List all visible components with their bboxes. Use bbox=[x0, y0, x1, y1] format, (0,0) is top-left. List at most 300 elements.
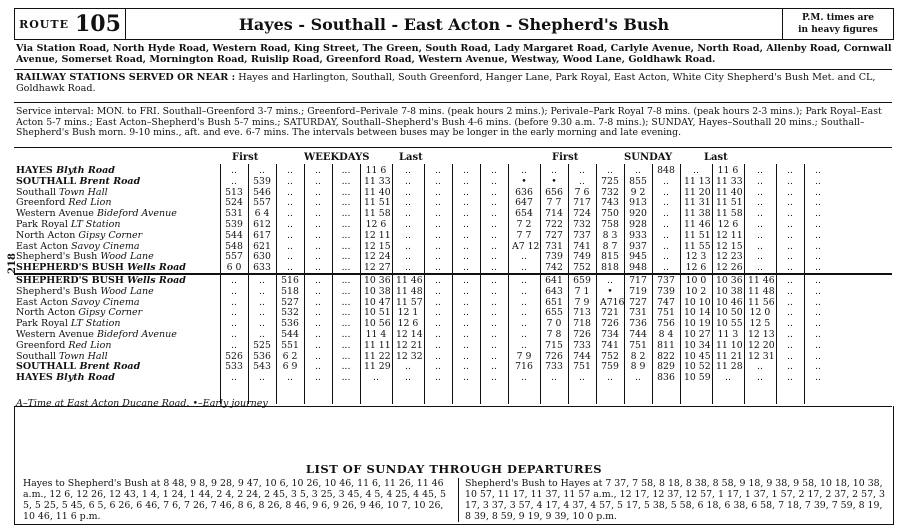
time-cell: .. bbox=[635, 165, 641, 176]
time-cell: .. bbox=[435, 208, 441, 220]
time-cell: 11 22 bbox=[364, 350, 391, 362]
time-cell: .. bbox=[757, 175, 763, 187]
time-cell: .. bbox=[787, 208, 793, 220]
time-cell: 12 3 bbox=[685, 251, 707, 263]
stop-place: Southall bbox=[16, 186, 60, 198]
time-cell: .. bbox=[815, 175, 821, 187]
time-cell: .. bbox=[405, 229, 411, 241]
time-cell: 11 46 bbox=[684, 219, 711, 230]
time-cell: .. bbox=[287, 219, 293, 230]
time-cell: 12 1 bbox=[397, 307, 419, 319]
page-side-number: 218 bbox=[6, 253, 18, 274]
time-cell: .. bbox=[463, 251, 469, 263]
column-rule bbox=[248, 164, 249, 404]
time-cell: 736 bbox=[629, 318, 647, 330]
time-cell: .. bbox=[463, 208, 469, 220]
time-cell: .. bbox=[463, 262, 469, 274]
time-cell: .. bbox=[787, 175, 793, 187]
column-rule bbox=[452, 164, 453, 404]
time-cell: ... bbox=[341, 186, 351, 198]
column-rule bbox=[540, 164, 541, 404]
time-cell: .. bbox=[463, 339, 469, 351]
time-cell: 7 0 bbox=[546, 318, 562, 330]
time-cell: .. bbox=[287, 262, 293, 274]
time-cell: .. bbox=[405, 372, 411, 384]
time-cell: 654 bbox=[515, 208, 533, 220]
stop-street: Gipsy Corner bbox=[78, 307, 143, 319]
time-cell: 752 bbox=[601, 350, 619, 362]
time-cell: .. bbox=[405, 197, 411, 209]
column-rule bbox=[624, 164, 625, 404]
time-cell: .. bbox=[757, 229, 763, 241]
time-cell: 727 bbox=[629, 296, 647, 308]
time-cell: .. bbox=[315, 285, 321, 297]
time-cell: 732 bbox=[573, 219, 591, 230]
column-rule bbox=[276, 164, 277, 404]
time-cell: 822 bbox=[657, 350, 675, 362]
time-cell: 10 36 bbox=[364, 275, 391, 286]
time-cell: .. bbox=[231, 329, 237, 340]
stop-street: Savoy Cinema bbox=[71, 296, 140, 308]
time-cell: .. bbox=[787, 372, 793, 384]
time-cell: .. bbox=[315, 361, 321, 373]
time-cell: .. bbox=[521, 262, 527, 274]
time-cell: 12 11 bbox=[364, 229, 391, 241]
time-cell: .. bbox=[287, 175, 293, 187]
time-cell: 11 11 bbox=[364, 339, 391, 351]
time-cell: .. bbox=[663, 197, 669, 209]
time-cell: .. bbox=[315, 240, 321, 252]
time-cell: 721 bbox=[601, 307, 619, 319]
column-rule bbox=[712, 164, 713, 404]
time-cell: .. bbox=[491, 296, 497, 308]
time-cell: .. bbox=[521, 251, 527, 263]
time-cell: 526 bbox=[225, 350, 243, 362]
time-cell: 751 bbox=[573, 361, 591, 373]
time-cell: A7 12 bbox=[512, 240, 540, 252]
time-cell: .. bbox=[463, 275, 469, 286]
time-cell: .. bbox=[315, 219, 321, 230]
time-cell: .. bbox=[491, 251, 497, 263]
stop-street: Blyth Road bbox=[56, 372, 115, 384]
time-cell: 647 bbox=[515, 197, 533, 209]
time-cell: .. bbox=[663, 219, 669, 230]
time-cell: .. bbox=[405, 251, 411, 263]
time-cell: 717 bbox=[573, 197, 591, 209]
time-cell: .. bbox=[635, 372, 641, 384]
column-rule bbox=[304, 164, 305, 404]
service-interval: Service interval: MON. to FRI. Southall–Greenford 3-7 mins.; Greenford–Perivale 7-8 mins. (peak hours 2 mins.); Perivale–Park Royal 7-8 mins. (peak hours 2-3 mins.); Park Royal–East Acton 5-7 mins.; East Acton–Shepherd's Bush 5-7 mins.; SATURDAY, Southall–Shepherd's Bush 4-6 mins. (before 9.30 a.m. 7-8 mins.); SUNDAY, Hayes–Southall 20 mins.; Southall–Shepherd's Bush morn. 9-10 mins., aft. and eve. 6-7 mins. The intervals between buses may be longer in the early morning and late evening. bbox=[16, 106, 882, 138]
time-cell: 10 47 bbox=[364, 296, 391, 308]
time-cell: ... bbox=[341, 262, 351, 274]
time-cell: .. bbox=[521, 329, 527, 340]
time-cell: 744 bbox=[573, 350, 591, 362]
time-cell: 10 36 bbox=[716, 275, 743, 286]
time-cell: 11 4 bbox=[365, 329, 387, 340]
stop-place: SHEPHERD'S BUSH bbox=[16, 275, 128, 286]
time-cell: ... bbox=[341, 219, 351, 230]
timetable-page bbox=[6, 8, 894, 524]
time-cell: .. bbox=[405, 361, 411, 373]
time-cell: 752 bbox=[573, 262, 591, 274]
time-cell: 6 2 bbox=[282, 350, 298, 362]
time-cell: 11 28 bbox=[716, 361, 743, 373]
time-cell: .. bbox=[787, 329, 793, 340]
time-cell: .. bbox=[287, 165, 293, 176]
time-cell: .. bbox=[757, 197, 763, 209]
time-cell: .. bbox=[231, 372, 237, 384]
time-cell: 516 bbox=[281, 275, 299, 286]
time-cell: 531 bbox=[225, 208, 243, 220]
time-cell: 920 bbox=[629, 208, 647, 220]
time-cell: 539 bbox=[225, 219, 243, 230]
time-cell: .. bbox=[757, 208, 763, 220]
stop-place: SOUTHALL bbox=[16, 175, 80, 187]
time-cell: .. bbox=[491, 285, 497, 297]
time-cell: 11 51 bbox=[684, 229, 711, 241]
time-cell: 913 bbox=[629, 197, 647, 209]
railway-label: RAILWAY STATIONS SERVED OR NEAR : bbox=[16, 72, 236, 83]
time-cell: ... bbox=[341, 329, 351, 340]
time-cell: 11 51 bbox=[716, 197, 743, 209]
time-cell: 8 7 bbox=[602, 240, 618, 252]
time-cell: 811 bbox=[657, 339, 675, 351]
time-cell: .. bbox=[463, 296, 469, 308]
time-cell: .. bbox=[259, 285, 265, 297]
time-cell: 11 6 bbox=[717, 165, 739, 176]
time-cell: 719 bbox=[629, 285, 647, 297]
time-cell: 643 bbox=[545, 285, 563, 297]
time-cell: .. bbox=[815, 262, 821, 274]
time-cell: 10 38 bbox=[716, 285, 743, 297]
time-cell: 536 bbox=[281, 318, 299, 330]
time-cell: 11 48 bbox=[748, 285, 775, 297]
time-cell: ... bbox=[341, 372, 351, 384]
time-cell: 6 0 bbox=[226, 262, 242, 274]
time-cell: .. bbox=[287, 208, 293, 220]
stop-place: Shepherd's Bush bbox=[16, 285, 101, 297]
time-cell: 12 31 bbox=[748, 350, 775, 362]
time-cell: 7 7 bbox=[546, 197, 562, 209]
sunday-bush-to-hayes: Shepherd's Bush to Hayes at 7 37, 7 58, 8 18, 8 38, 8 58, 9 18, 9 38, 9 58, 10 18, 10 38, 10 57, 11 17, 11 37, 11 57 a.m., 12 17, 12 37, 12 57, 1 17, 1 37, 1 57, 2 17, 2 37, 2 57, 3 17, 3 37, 3 57, 4 17, 4 37, 4 57, 5 17, 5 38, 5 58, 6 18, 6 38, 6 58, 7 18, 7 39, 7 59, 8 19, 8 39, 8 59, 9 19, 9 39, 10 0 p.m. bbox=[465, 478, 885, 522]
time-cell: 741 bbox=[601, 339, 619, 351]
time-cell: • bbox=[607, 285, 613, 297]
stop-street: Savoy Cinema bbox=[71, 240, 140, 252]
time-cell: .. bbox=[287, 229, 293, 241]
time-cell: .. bbox=[491, 372, 497, 384]
time-cell: 732 bbox=[601, 186, 619, 198]
time-cell: ... bbox=[341, 307, 351, 319]
time-cell: .. bbox=[435, 296, 441, 308]
stop-place: East Acton bbox=[16, 296, 72, 308]
time-cell: .. bbox=[757, 186, 763, 198]
time-cell: .. bbox=[787, 186, 793, 198]
time-cell: 12 6 bbox=[685, 262, 707, 274]
time-cell: 12 23 bbox=[716, 251, 743, 263]
time-cell: 651 bbox=[545, 296, 563, 308]
time-cell: 10 50 bbox=[716, 307, 743, 319]
time-cell: .. bbox=[231, 296, 237, 308]
time-cell: .. bbox=[435, 361, 441, 373]
time-cell: 557 bbox=[225, 251, 243, 263]
time-cell: .. bbox=[787, 229, 793, 241]
time-cell: .. bbox=[579, 175, 585, 187]
time-cell: 12 6 bbox=[365, 219, 387, 230]
pm-note bbox=[782, 9, 893, 39]
time-cell: 10 56 bbox=[364, 318, 391, 330]
time-cell: 734 bbox=[601, 329, 619, 340]
time-cell: .. bbox=[757, 240, 763, 252]
column-rule bbox=[220, 164, 221, 404]
stop-street: Wood Lane bbox=[100, 251, 154, 263]
time-cell: .. bbox=[787, 197, 793, 209]
stop-street: Red Lion bbox=[68, 197, 112, 209]
time-cell: .. bbox=[491, 339, 497, 351]
time-cell: 10 10 bbox=[684, 296, 711, 308]
route-word: ROUTE bbox=[19, 17, 69, 31]
time-cell: .. bbox=[787, 275, 793, 286]
time-cell: 11 10 bbox=[716, 339, 743, 351]
time-cell: .. bbox=[435, 262, 441, 274]
column-rule bbox=[652, 164, 653, 404]
time-cell: 733 bbox=[573, 339, 591, 351]
first-weekdays-header: First bbox=[232, 152, 259, 163]
time-cell: .. bbox=[815, 296, 821, 308]
column-rule bbox=[360, 164, 361, 404]
time-cell: .. bbox=[607, 372, 613, 384]
stop-street: Red Lion bbox=[68, 339, 112, 351]
time-cell: 7 7 bbox=[516, 229, 532, 241]
time-cell: 12 24 bbox=[364, 251, 391, 263]
time-cell: .. bbox=[315, 197, 321, 209]
time-cell: 713 bbox=[573, 307, 591, 319]
time-cell: .. bbox=[315, 350, 321, 362]
time-cell: .. bbox=[435, 275, 441, 286]
time-cell: 10 46 bbox=[716, 296, 743, 308]
time-cell: • bbox=[521, 175, 527, 187]
time-cell: ... bbox=[341, 175, 351, 187]
sunday-header: SUNDAY bbox=[624, 152, 673, 163]
time-cell: .. bbox=[663, 251, 669, 263]
time-cell: ... bbox=[341, 361, 351, 373]
time-cell: 12 21 bbox=[396, 339, 423, 351]
time-cell: 525 bbox=[253, 339, 271, 351]
time-cell: .. bbox=[815, 361, 821, 373]
time-cell: .. bbox=[815, 251, 821, 263]
time-cell: .. bbox=[287, 240, 293, 252]
time-cell: 741 bbox=[573, 240, 591, 252]
time-cell: .. bbox=[551, 372, 557, 384]
stop-street: Brent Road bbox=[79, 361, 141, 373]
time-cell: 11 51 bbox=[364, 197, 391, 209]
time-cell: ... bbox=[341, 208, 351, 220]
route-header bbox=[14, 8, 894, 40]
time-cell: .. bbox=[787, 262, 793, 274]
time-cell: 12 13 bbox=[748, 329, 775, 340]
time-cell: .. bbox=[287, 251, 293, 263]
time-cell: .. bbox=[435, 372, 441, 384]
time-cell: .. bbox=[405, 262, 411, 274]
time-cell: .. bbox=[815, 208, 821, 220]
time-cell: .. bbox=[315, 165, 321, 176]
time-cell: 544 bbox=[281, 329, 299, 340]
stop-street: LT Station bbox=[70, 219, 121, 230]
time-cell: 12 32 bbox=[396, 350, 423, 362]
time-cell: 11 29 bbox=[364, 361, 391, 373]
stop-place: Park Royal bbox=[16, 318, 71, 330]
time-cell: .. bbox=[815, 285, 821, 297]
last-weekdays-header: Last bbox=[399, 152, 423, 163]
time-cell: 655 bbox=[545, 307, 563, 319]
time-cell: .. bbox=[315, 318, 321, 330]
time-cell: .. bbox=[231, 285, 237, 297]
weekdays-header: WEEKDAYS bbox=[304, 152, 370, 163]
time-cell: .. bbox=[259, 307, 265, 319]
time-cell: .. bbox=[435, 350, 441, 362]
time-cell: .. bbox=[231, 318, 237, 330]
time-cell: .. bbox=[287, 186, 293, 198]
stop-place: Western Avenue bbox=[16, 208, 97, 220]
time-cell: .. bbox=[463, 372, 469, 384]
time-cell: .. bbox=[435, 186, 441, 198]
stop-place: SHEPHERD'S BUSH bbox=[16, 262, 128, 274]
time-cell: .. bbox=[259, 329, 265, 340]
time-cell: .. bbox=[757, 361, 763, 373]
time-cell: 10 34 bbox=[684, 339, 711, 351]
time-cell: .. bbox=[405, 240, 411, 252]
time-cell: 12 14 bbox=[396, 329, 423, 340]
time-cell: 11 31 bbox=[684, 197, 711, 209]
time-cell: .. bbox=[315, 275, 321, 286]
time-cell: .. bbox=[463, 186, 469, 198]
time-cell: 948 bbox=[629, 262, 647, 274]
column-rule bbox=[480, 164, 481, 404]
time-cell: 10 55 bbox=[716, 318, 743, 330]
time-cell: 551 bbox=[281, 339, 299, 351]
time-cell: 739 bbox=[657, 285, 675, 297]
time-cell: .. bbox=[663, 240, 669, 252]
time-cell: .. bbox=[315, 208, 321, 220]
stop-street: Wood Lane bbox=[100, 285, 154, 297]
pm-note-line-1: P.M. times are bbox=[802, 13, 874, 23]
last-sunday-header: Last bbox=[704, 152, 728, 163]
time-cell: .. bbox=[463, 285, 469, 297]
time-cell: 737 bbox=[573, 229, 591, 241]
time-cell: 543 bbox=[253, 361, 271, 373]
time-cell: 848 bbox=[657, 165, 675, 176]
time-cell: 726 bbox=[545, 350, 563, 362]
column-rule bbox=[680, 164, 681, 404]
column-rule bbox=[596, 164, 597, 404]
time-cell: .. bbox=[463, 219, 469, 230]
time-cell: 10 14 bbox=[684, 307, 711, 319]
time-cell: .. bbox=[521, 165, 527, 176]
stop-street: Wells Road bbox=[127, 262, 186, 274]
column-rule bbox=[568, 164, 569, 404]
stop-street: LT Station bbox=[70, 318, 121, 330]
time-cell: 758 bbox=[601, 219, 619, 230]
time-cell: .. bbox=[521, 339, 527, 351]
time-cell: 10 51 bbox=[364, 307, 391, 319]
time-cell: 933 bbox=[629, 229, 647, 241]
time-cell: 11 46 bbox=[396, 275, 423, 286]
column-rule bbox=[392, 164, 393, 404]
time-cell: .. bbox=[491, 208, 497, 220]
time-cell: 749 bbox=[573, 251, 591, 263]
time-cell: .. bbox=[491, 329, 497, 340]
time-cell: 750 bbox=[601, 208, 619, 220]
time-cell: .. bbox=[491, 262, 497, 274]
time-cell: .. bbox=[231, 175, 237, 187]
time-cell: .. bbox=[373, 372, 379, 384]
time-cell: 12 27 bbox=[364, 262, 391, 274]
stop-place: Park Royal bbox=[16, 219, 71, 230]
sunday-divider bbox=[458, 478, 459, 522]
time-cell: .. bbox=[435, 165, 441, 176]
time-cell: .. bbox=[787, 318, 793, 330]
route-box bbox=[15, 9, 126, 39]
time-cell: .. bbox=[463, 318, 469, 330]
stop-place: North Acton bbox=[16, 229, 79, 241]
stop-street: Brent Road bbox=[79, 175, 141, 187]
time-cell: .. bbox=[491, 240, 497, 252]
time-cell: 726 bbox=[573, 329, 591, 340]
time-cell: ... bbox=[341, 197, 351, 209]
column-rule bbox=[508, 164, 509, 404]
time-cell: 536 bbox=[253, 350, 271, 362]
stop-place: North Acton bbox=[16, 307, 79, 319]
time-cell: 747 bbox=[657, 296, 675, 308]
time-cell: .. bbox=[787, 251, 793, 263]
time-cell: .. bbox=[405, 165, 411, 176]
time-cell: 11 3 bbox=[717, 329, 739, 340]
timetable-grid bbox=[14, 147, 892, 407]
time-cell: 8 3 bbox=[602, 229, 618, 241]
time-cell: .. bbox=[231, 339, 237, 351]
time-cell: 8 4 bbox=[658, 329, 674, 340]
time-cell: .. bbox=[463, 197, 469, 209]
time-cell: .. bbox=[757, 372, 763, 384]
time-cell: 744 bbox=[629, 329, 647, 340]
time-cell: .. bbox=[663, 175, 669, 187]
time-cell: 532 bbox=[281, 307, 299, 319]
column-rule bbox=[744, 164, 745, 404]
time-cell: 7 8 bbox=[546, 329, 562, 340]
time-cell: .. bbox=[607, 165, 613, 176]
time-cell: .. bbox=[463, 175, 469, 187]
time-cell: .. bbox=[231, 275, 237, 286]
time-cell: .. bbox=[815, 350, 821, 362]
route-title: Hayes - Southall - East Acton - Shepherd's Bush bbox=[238, 14, 670, 34]
time-cell: .. bbox=[491, 186, 497, 198]
time-cell: .. bbox=[815, 329, 821, 340]
time-cell: .. bbox=[757, 165, 763, 176]
time-cell: .. bbox=[663, 186, 669, 198]
time-cell: .. bbox=[521, 285, 527, 297]
time-cell: 11 48 bbox=[396, 285, 423, 297]
time-cell: 727 bbox=[545, 229, 563, 241]
time-cell: 7 9 bbox=[574, 296, 590, 308]
time-cell: 617 bbox=[253, 229, 271, 241]
time-cell: 633 bbox=[253, 262, 271, 274]
time-cell: 10 45 bbox=[684, 350, 711, 362]
time-cell: 11 13 bbox=[684, 175, 711, 187]
time-cell: .. bbox=[435, 329, 441, 340]
time-cell: .. bbox=[491, 219, 497, 230]
time-cell: 10 52 bbox=[684, 361, 711, 373]
stop-street: Blyth Road bbox=[56, 165, 115, 176]
time-cell: 737 bbox=[657, 275, 675, 286]
